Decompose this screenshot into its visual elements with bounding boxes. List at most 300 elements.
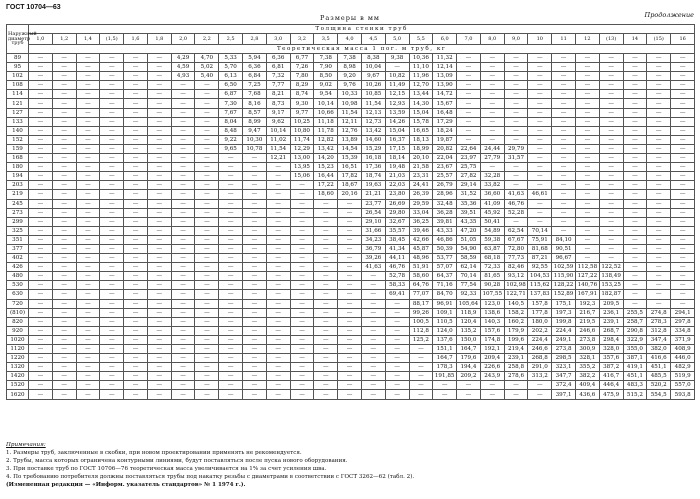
- empty-cell: —: [219, 208, 243, 217]
- empty-cell: —: [290, 181, 314, 190]
- empty-cell: —: [52, 126, 76, 135]
- empty-cell: —: [100, 390, 124, 399]
- empty-cell: —: [171, 181, 195, 190]
- mass-cell: 17,29: [433, 117, 457, 126]
- empty-cell: —: [647, 299, 671, 308]
- thickness-col-header: 1,8: [147, 34, 171, 45]
- empty-cell: —: [480, 54, 504, 63]
- mass-cell: 157,6: [480, 326, 504, 335]
- mass-cell: 16,65: [409, 126, 433, 135]
- empty-cell: —: [76, 390, 100, 399]
- mass-cell: 347,7: [552, 372, 576, 381]
- empty-cell: —: [552, 163, 576, 172]
- empty-cell: —: [528, 217, 552, 226]
- empty-cell: —: [338, 390, 362, 399]
- mass-cell: 290,8: [623, 326, 647, 335]
- empty-cell: —: [599, 190, 623, 199]
- empty-cell: —: [147, 263, 171, 272]
- outer-diameter-cell: 1120: [7, 345, 29, 354]
- mass-cell: 22,03: [385, 181, 409, 190]
- mass-cell: 115,90: [552, 272, 576, 281]
- empty-cell: —: [52, 63, 76, 72]
- mass-cell: 224,4: [552, 326, 576, 335]
- empty-cell: —: [52, 381, 76, 390]
- mass-cell: 39,26: [361, 254, 385, 263]
- mass-cell: 482,9: [671, 363, 695, 372]
- empty-cell: —: [599, 181, 623, 190]
- empty-cell: —: [338, 372, 362, 381]
- empty-cell: —: [147, 108, 171, 117]
- empty-cell: —: [528, 208, 552, 217]
- mass-cell: 179,9: [504, 326, 528, 335]
- empty-cell: —: [314, 345, 338, 354]
- empty-cell: —: [528, 199, 552, 208]
- mass-cell: 219,5: [575, 317, 599, 326]
- empty-cell: —: [361, 299, 385, 308]
- empty-cell: —: [195, 226, 219, 235]
- empty-cell: —: [266, 354, 290, 363]
- mass-cell: 18,99: [409, 144, 433, 153]
- empty-cell: —: [171, 317, 195, 326]
- mass-cell: 82,46: [504, 263, 528, 272]
- empty-cell: —: [100, 117, 124, 126]
- mass-cell: 167,91: [575, 290, 599, 299]
- empty-cell: —: [124, 363, 148, 372]
- mass-cell: 9,67: [361, 72, 385, 81]
- empty-cell: —: [76, 108, 100, 117]
- empty-cell: —: [647, 235, 671, 244]
- empty-cell: —: [671, 190, 695, 199]
- empty-cell: —: [623, 190, 647, 199]
- empty-cell: —: [647, 217, 671, 226]
- mass-cell: 51,91: [409, 263, 433, 272]
- empty-cell: —: [671, 163, 695, 172]
- empty-cell: —: [575, 181, 599, 190]
- table-row: [7, 217, 695, 226]
- empty-cell: —: [243, 317, 267, 326]
- empty-cell: —: [124, 54, 148, 63]
- mass-cell: 32,48: [433, 199, 457, 208]
- empty-cell: —: [219, 199, 243, 208]
- empty-cell: —: [623, 208, 647, 217]
- mass-cell: 7,38: [314, 54, 338, 63]
- empty-cell: —: [147, 299, 171, 308]
- empty-cell: —: [623, 290, 647, 299]
- mass-cell: 123,0: [480, 299, 504, 308]
- empty-cell: —: [219, 226, 243, 235]
- empty-cell: —: [314, 372, 338, 381]
- mass-cell: 52,78: [385, 272, 409, 281]
- table-row: [7, 163, 695, 172]
- mass-cell: 419,1: [623, 363, 647, 372]
- empty-cell: —: [171, 363, 195, 372]
- mass-cell: 41,34: [385, 244, 409, 253]
- mass-cell: 23,80: [385, 190, 409, 199]
- mass-cell: 62,54: [504, 226, 528, 235]
- empty-cell: —: [575, 235, 599, 244]
- empty-cell: —: [671, 290, 695, 299]
- empty-cell: —: [100, 372, 124, 381]
- empty-cell: —: [29, 308, 53, 317]
- mass-cell: 21,03: [385, 172, 409, 181]
- empty-cell: —: [266, 290, 290, 299]
- empty-cell: —: [100, 135, 124, 144]
- mass-cell: 4,29: [171, 54, 195, 63]
- empty-cell: —: [147, 381, 171, 390]
- empty-cell: —: [100, 354, 124, 363]
- empty-cell: —: [219, 363, 243, 372]
- empty-cell: —: [76, 72, 100, 81]
- mass-cell: 104,53: [528, 272, 552, 281]
- mass-cell: 53,77: [433, 254, 457, 263]
- table-body: [7, 54, 695, 400]
- notes-section: [6, 441, 694, 489]
- mass-cell: 19,48: [385, 163, 409, 172]
- empty-cell: —: [361, 317, 385, 326]
- mass-cell: 197,3: [552, 308, 576, 317]
- sizes-title: Размеры в мм: [320, 14, 380, 22]
- empty-cell: —: [599, 81, 623, 90]
- empty-cell: —: [575, 99, 599, 108]
- mass-cell: 557,0: [671, 381, 695, 390]
- empty-cell: —: [52, 326, 76, 335]
- mass-cell: 14,20: [314, 154, 338, 163]
- thickness-col-header: (15): [647, 34, 671, 45]
- empty-cell: —: [599, 144, 623, 153]
- mass-cell: 7,25: [243, 81, 267, 90]
- empty-cell: —: [195, 363, 219, 372]
- mass-cell: 41,63: [504, 190, 528, 199]
- empty-cell: —: [219, 217, 243, 226]
- empty-cell: —: [266, 335, 290, 344]
- mass-cell: 268,7: [599, 326, 623, 335]
- empty-cell: —: [29, 154, 53, 163]
- empty-cell: —: [147, 281, 171, 290]
- mass-cell: 29,14: [457, 181, 481, 190]
- empty-cell: —: [52, 154, 76, 163]
- empty-cell: —: [124, 108, 148, 117]
- mass-cell: 14,54: [338, 144, 362, 153]
- empty-cell: —: [100, 281, 124, 290]
- mass-cell: 5,40: [195, 72, 219, 81]
- mass-cell: 323,1: [552, 363, 576, 372]
- mass-cell: 115,62: [528, 281, 552, 290]
- empty-cell: —: [671, 154, 695, 163]
- mass-cell: 10,14: [314, 99, 338, 108]
- mass-cell: 9,38: [385, 54, 409, 63]
- mass-cell: 8,16: [243, 99, 267, 108]
- empty-cell: —: [504, 217, 528, 226]
- mass-cell: 81,65: [480, 272, 504, 281]
- empty-cell: —: [480, 163, 504, 172]
- table-row: [7, 72, 695, 81]
- empty-cell: —: [290, 381, 314, 390]
- outer-diameter-cell: 89: [7, 54, 29, 63]
- empty-cell: —: [504, 172, 528, 181]
- empty-cell: —: [266, 244, 290, 253]
- empty-cell: —: [671, 117, 695, 126]
- mass-cell: 382,0: [647, 345, 671, 354]
- mass-cell: 47,20: [457, 226, 481, 235]
- mass-cell: 31,57: [504, 154, 528, 163]
- empty-cell: —: [575, 108, 599, 117]
- thickness-col-header: 16: [671, 34, 695, 45]
- mass-cell: 246,6: [575, 326, 599, 335]
- mass-cell: 13,00: [290, 154, 314, 163]
- empty-cell: —: [457, 63, 481, 72]
- empty-cell: —: [171, 299, 195, 308]
- table-row: [7, 126, 695, 135]
- empty-cell: —: [195, 117, 219, 126]
- mass-cell: 9,77: [290, 108, 314, 117]
- empty-cell: —: [124, 81, 148, 90]
- mass-cell: 10,33: [338, 90, 362, 99]
- mass-cell: 10,25: [290, 117, 314, 126]
- empty-cell: —: [433, 390, 457, 399]
- empty-cell: —: [219, 372, 243, 381]
- outer-diameter-cell: 299: [7, 217, 29, 226]
- note-item: 1. Размеры труб, заключенные в скобки, при новом проектировании применять не рекомендуется.: [6, 450, 302, 456]
- empty-cell: —: [29, 54, 53, 63]
- empty-cell: —: [124, 90, 148, 99]
- mass-cell: 387,1: [623, 354, 647, 363]
- table-row: [7, 299, 695, 308]
- empty-cell: —: [671, 244, 695, 253]
- empty-cell: —: [552, 181, 576, 190]
- mass-cell: 382,2: [575, 372, 599, 381]
- empty-cell: —: [124, 217, 148, 226]
- empty-cell: —: [243, 244, 267, 253]
- mass-cell: 18,60: [314, 190, 338, 199]
- mass-cell: 322,9: [623, 335, 647, 344]
- mass-cell: 64,37: [433, 272, 457, 281]
- note-item: 2. Трубы, масса которых ограничена контурными линиями, будут поставляться после пуска нового оборудования.: [6, 458, 348, 464]
- empty-cell: —: [29, 172, 53, 181]
- outer-diameter-cell: 1220: [7, 354, 29, 363]
- empty-cell: —: [124, 163, 148, 172]
- mass-cell: 58,60: [409, 272, 433, 281]
- empty-cell: —: [124, 226, 148, 235]
- mass-cell: 15,23: [314, 163, 338, 172]
- empty-cell: —: [575, 172, 599, 181]
- empty-cell: —: [552, 90, 576, 99]
- mass-cell: 48,96: [409, 254, 433, 263]
- mass-cell: 57,07: [433, 263, 457, 272]
- empty-cell: —: [100, 299, 124, 308]
- mass-cell: 416,6: [647, 354, 671, 363]
- empty-cell: —: [243, 308, 267, 317]
- empty-cell: —: [243, 263, 267, 272]
- thickness-col-header: 1,4: [76, 34, 100, 45]
- empty-cell: —: [623, 144, 647, 153]
- empty-cell: —: [52, 72, 76, 81]
- empty-cell: —: [195, 163, 219, 172]
- empty-cell: —: [528, 390, 552, 399]
- mass-cell: 15,39: [338, 154, 362, 163]
- empty-cell: —: [552, 154, 576, 163]
- empty-cell: —: [29, 299, 53, 308]
- empty-cell: —: [195, 308, 219, 317]
- empty-cell: —: [100, 235, 124, 244]
- empty-cell: —: [29, 317, 53, 326]
- empty-cell: —: [195, 381, 219, 390]
- outer-diameter-cell: 920: [7, 326, 29, 335]
- mass-cell: 71,16: [433, 281, 457, 290]
- mass-cell: 5,94: [243, 54, 267, 63]
- empty-cell: —: [599, 163, 623, 172]
- empty-cell: —: [76, 163, 100, 172]
- empty-cell: —: [361, 363, 385, 372]
- empty-cell: —: [433, 381, 457, 390]
- empty-cell: —: [385, 381, 409, 390]
- mass-cell: 409,4: [575, 381, 599, 390]
- mass-cell: 347,4: [647, 335, 671, 344]
- mass-cell: 122,52: [599, 263, 623, 272]
- mass-cell: 397,1: [552, 390, 576, 399]
- empty-cell: —: [623, 244, 647, 253]
- mass-cell: 209,2: [457, 372, 481, 381]
- empty-cell: —: [147, 354, 171, 363]
- mass-cell: 36,79: [361, 244, 385, 253]
- mass-cell: 191,85: [433, 372, 457, 381]
- table-row: [7, 190, 695, 199]
- empty-cell: —: [647, 81, 671, 90]
- empty-cell: —: [195, 108, 219, 117]
- empty-cell: —: [338, 345, 362, 354]
- document-code: ГОСТ 10704—63: [6, 4, 61, 11]
- empty-cell: —: [52, 144, 76, 153]
- mass-cell: 436,6: [575, 390, 599, 399]
- mass-cell: 10,78: [243, 144, 267, 153]
- mass-cell: 258,7: [623, 317, 647, 326]
- mass-cell: 15,06: [290, 172, 314, 181]
- empty-cell: —: [124, 99, 148, 108]
- mass-cell: 9,02: [314, 81, 338, 90]
- mass-cell: 88,17: [409, 299, 433, 308]
- mass-cell: 160,2: [504, 317, 528, 326]
- empty-cell: —: [100, 326, 124, 335]
- empty-cell: —: [266, 299, 290, 308]
- mass-cell: 8,29: [290, 81, 314, 90]
- empty-cell: —: [171, 199, 195, 208]
- mass-cell: 12,21: [266, 154, 290, 163]
- empty-cell: —: [171, 144, 195, 153]
- empty-cell: —: [480, 108, 504, 117]
- empty-cell: —: [243, 390, 267, 399]
- mass-cell: 158,2: [504, 308, 528, 317]
- empty-cell: —: [647, 181, 671, 190]
- empty-cell: —: [361, 345, 385, 354]
- empty-cell: —: [599, 108, 623, 117]
- empty-cell: —: [290, 244, 314, 253]
- empty-cell: —: [409, 345, 433, 354]
- empty-cell: —: [243, 226, 267, 235]
- empty-cell: —: [552, 217, 576, 226]
- table-row: [7, 81, 695, 90]
- empty-cell: —: [623, 281, 647, 290]
- mass-cell: 24,41: [409, 181, 433, 190]
- empty-cell: —: [647, 290, 671, 299]
- empty-cell: —: [243, 381, 267, 390]
- empty-cell: —: [290, 235, 314, 244]
- empty-cell: —: [195, 90, 219, 99]
- empty-cell: —: [290, 199, 314, 208]
- empty-cell: —: [124, 144, 148, 153]
- empty-cell: —: [671, 226, 695, 235]
- empty-cell: —: [29, 99, 53, 108]
- empty-cell: —: [76, 381, 100, 390]
- mass-cell: 34,23: [361, 235, 385, 244]
- mass-cell: 45,92: [480, 208, 504, 217]
- empty-cell: —: [29, 117, 53, 126]
- mass-cell: 110,5: [433, 317, 457, 326]
- empty-cell: —: [195, 244, 219, 253]
- mass-cell: 192,3: [575, 299, 599, 308]
- empty-cell: —: [100, 363, 124, 372]
- mass-cell: 44,11: [385, 254, 409, 263]
- mass-cell: 26,79: [433, 181, 457, 190]
- empty-cell: —: [623, 54, 647, 63]
- empty-cell: —: [504, 108, 528, 117]
- empty-cell: —: [52, 117, 76, 126]
- empty-cell: —: [552, 172, 576, 181]
- mass-cell: 372,4: [552, 381, 576, 390]
- empty-cell: —: [266, 226, 290, 235]
- empty-cell: —: [124, 254, 148, 263]
- mass-cell: 99,26: [409, 308, 433, 317]
- mass-cell: 300,9: [575, 345, 599, 354]
- empty-cell: —: [171, 345, 195, 354]
- empty-cell: —: [100, 144, 124, 153]
- empty-cell: —: [76, 90, 100, 99]
- mass-cell: 6,81: [266, 63, 290, 72]
- mass-cell: 77,54: [457, 281, 481, 290]
- empty-cell: —: [361, 335, 385, 344]
- mass-cell: 313,2: [528, 372, 552, 381]
- empty-cell: —: [528, 144, 552, 153]
- mass-cell: 180,0: [528, 317, 552, 326]
- empty-cell: —: [76, 144, 100, 153]
- empty-cell: —: [243, 199, 267, 208]
- empty-cell: —: [266, 381, 290, 390]
- mass-cell: 58,33: [385, 281, 409, 290]
- mass-cell: 12,11: [338, 117, 362, 126]
- mass-cell: 7,26: [290, 63, 314, 72]
- mass-cell: 120,4: [457, 317, 481, 326]
- empty-cell: —: [147, 126, 171, 135]
- empty-cell: —: [100, 290, 124, 299]
- empty-cell: —: [147, 81, 171, 90]
- mass-cell: 334,8: [671, 326, 695, 335]
- mass-cell: 12,29: [290, 144, 314, 153]
- empty-cell: —: [147, 63, 171, 72]
- mass-cell: 125,2: [409, 335, 433, 344]
- empty-cell: —: [124, 335, 148, 344]
- mass-cell: 312,8: [647, 326, 671, 335]
- empty-cell: —: [124, 208, 148, 217]
- mass-cell: 12,73: [361, 117, 385, 126]
- outer-diameter-cell: 108: [7, 81, 29, 90]
- mass-cell: 13,90: [433, 81, 457, 90]
- empty-cell: —: [338, 235, 362, 244]
- mass-cell: 54,89: [480, 226, 504, 235]
- empty-cell: —: [361, 326, 385, 335]
- thickness-col-header: 2,5: [219, 34, 243, 45]
- thickness-header-row: [7, 34, 695, 45]
- empty-cell: —: [195, 208, 219, 217]
- empty-cell: —: [480, 381, 504, 390]
- empty-cell: —: [124, 290, 148, 299]
